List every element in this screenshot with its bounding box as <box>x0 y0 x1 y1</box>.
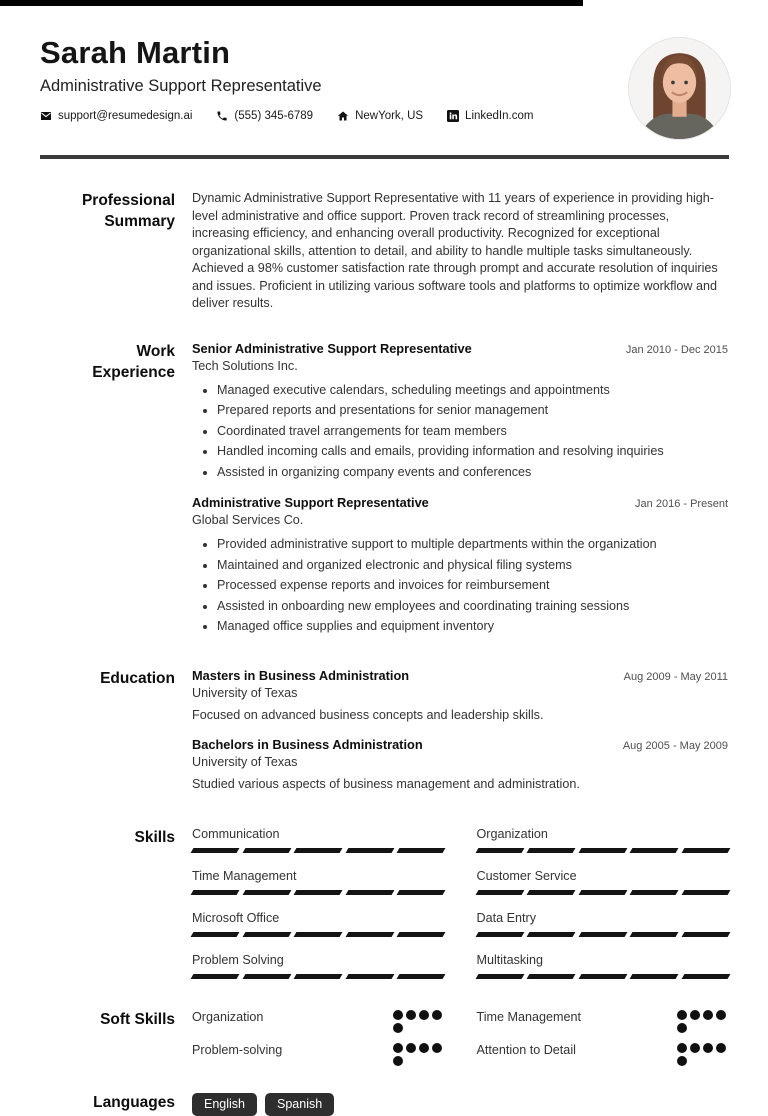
skill-bar-segment <box>397 974 445 979</box>
rating-dot <box>690 1010 700 1020</box>
skills-section-label: Skills <box>134 828 175 846</box>
job-bullet: • Prepared reports and presentations for senior management <box>217 400 728 421</box>
job-bullet: • Managed executive calendars, scheduling meetings and appointments <box>217 380 728 401</box>
job-bullet: • Coordinated travel arrangements for team members <box>217 421 728 442</box>
soft-skills-grid <box>192 1009 728 1066</box>
soft-skill-item <box>192 1042 444 1066</box>
skill-bar-segment <box>578 848 626 853</box>
skill-bar-segment <box>630 890 678 895</box>
job-entry-head <box>192 341 728 356</box>
skill-level-bar <box>192 932 444 937</box>
rating-dot <box>716 1010 726 1020</box>
rating-dot <box>393 1056 403 1066</box>
language-badges <box>192 1093 728 1116</box>
degree-school: University of Texas <box>192 754 298 769</box>
experience-section-label: Work Experience <box>92 342 175 381</box>
soft-skill-item <box>477 1009 729 1033</box>
degree-title: Bachelors in Business Administration <box>192 736 423 752</box>
skill-bar-segment <box>681 974 729 979</box>
rating-dot <box>432 1010 442 1020</box>
degree-description: Studied various aspects of business management and administration. <box>192 776 580 791</box>
skill-item <box>192 827 444 853</box>
skill-bar-segment <box>345 890 393 895</box>
candidate-name: Sarah Martin <box>40 35 231 70</box>
skills-grid <box>192 827 728 979</box>
degree-school: University of Texas <box>192 685 298 700</box>
language-badge: Spanish <box>265 1093 334 1116</box>
skill-bar-segment <box>294 890 342 895</box>
section-professional-summary <box>40 190 728 313</box>
contact-phone <box>216 110 313 122</box>
soft-skill-name: Problem-solving <box>192 1042 283 1057</box>
job-bullet: • Processed expense reports and invoices for reimbursement <box>217 575 728 596</box>
soft-skill-name: Organization <box>192 1009 264 1024</box>
rating-dot <box>393 1010 403 1020</box>
skill-bar-segment <box>527 890 575 895</box>
rating-dot <box>677 1056 687 1066</box>
skill-bar-segment <box>191 932 239 937</box>
skill-item <box>192 953 444 979</box>
rating-dot <box>716 1043 726 1053</box>
skill-bar-segment <box>475 890 523 895</box>
skill-bar-segment <box>345 932 393 937</box>
skill-bar-segment <box>527 974 575 979</box>
soft-skill-rating <box>393 1043 444 1066</box>
soft-skill-rating <box>393 1010 444 1033</box>
education-entry-head <box>192 668 728 683</box>
skill-level-bar <box>192 974 444 979</box>
job-bullet: • Maintained and organized electronic and physical filing systems <box>217 555 728 576</box>
section-soft-skills <box>40 1009 728 1066</box>
skill-level-bar <box>192 848 444 853</box>
summary-text: Dynamic Administrative Support Representative with 11 years of experience in providing high-level administrative and office support. Proven track record of streamlining processes, increasing efficiency, and enhancing overall productivity. Recognized for exceptional organizational skills, attention to detail, and ability to handle multiple tasks simultaneously. Achieved a 98% customer satisfaction rate through prompt and accurate resolution of inquiries and issues. Proficient in utilizing various software tools and platforms to optimize workflow and deliver results. <box>192 191 718 310</box>
job-bullet: • Handled incoming calls and emails, providing information and resolving inquiries <box>217 441 728 462</box>
rating-dot <box>703 1010 713 1020</box>
degree-description: Focused on advanced business concepts and leadership skills. <box>192 707 544 722</box>
resume-content <box>0 159 768 1116</box>
job-entry-head <box>192 495 728 510</box>
linkedin-icon <box>447 110 459 122</box>
job-bullet-list <box>192 534 728 637</box>
summary-body <box>192 190 728 313</box>
job-bullet: • Managed office supplies and equipment inventory <box>217 616 728 637</box>
job-bullet: • Assisted in onboarding new employees and coordinating training sessions <box>217 596 728 617</box>
skill-name: Problem Solving <box>192 952 284 967</box>
skill-bar-segment <box>397 848 445 853</box>
skill-bar-segment <box>242 974 290 979</box>
skill-item <box>477 953 729 979</box>
skill-level-bar <box>192 890 444 895</box>
skill-level-bar <box>477 932 729 937</box>
skill-name: Microsoft Office <box>192 910 280 925</box>
soft-skill-item <box>192 1009 444 1033</box>
skill-bar-segment <box>397 932 445 937</box>
education-body <box>192 668 728 791</box>
job-company: Tech Solutions Inc. <box>192 358 298 373</box>
rating-dot <box>406 1010 416 1020</box>
skill-name: Customer Service <box>476 868 577 883</box>
contact-location-text: NewYork, US <box>355 110 424 123</box>
top-accent-bar <box>0 0 583 6</box>
profile-photo <box>628 37 731 140</box>
skill-bar-segment <box>475 974 523 979</box>
candidate-job-title: Administrative Support Representative <box>40 77 322 96</box>
skill-bar-segment <box>294 848 342 853</box>
rating-dot <box>677 1010 687 1020</box>
contact-linkedin-text: LinkedIn.com <box>465 110 534 123</box>
rating-dot <box>419 1043 429 1053</box>
skill-bar-segment <box>578 932 626 937</box>
skill-bar-segment <box>630 932 678 937</box>
skill-bar-segment <box>681 848 729 853</box>
contact-location <box>337 110 423 122</box>
language-badge: English <box>192 1093 257 1116</box>
phone-icon <box>216 110 228 122</box>
contact-row <box>40 110 533 122</box>
skill-bar-segment <box>242 848 290 853</box>
soft-skills-section-label: Soft Skills <box>100 1010 175 1028</box>
rating-dot <box>406 1043 416 1053</box>
job-dates: Jan 2016 - Present <box>635 498 728 510</box>
soft-skill-rating <box>677 1043 728 1066</box>
rating-dot <box>677 1023 687 1033</box>
skill-item <box>477 827 729 853</box>
education-section-label: Education <box>100 669 175 687</box>
job-title: Administrative Support Representative <box>192 495 429 510</box>
degree-title: Masters in Business Administration <box>192 667 410 683</box>
contact-phone-text: (555) 345-6789 <box>234 110 314 123</box>
skill-level-bar <box>477 848 729 853</box>
skill-item <box>192 911 444 937</box>
skill-name: Data Entry <box>476 910 536 925</box>
section-work-experience <box>40 341 728 637</box>
skill-bar-segment <box>630 974 678 979</box>
rating-dot <box>677 1043 687 1053</box>
skill-bar-segment <box>294 974 342 979</box>
home-icon <box>337 110 349 122</box>
skill-name: Multitasking <box>476 952 543 967</box>
skill-bar-segment <box>242 890 290 895</box>
education-entry-head <box>192 737 728 752</box>
job-bullet: • Assisted in organizing company events and conferences <box>217 462 728 483</box>
section-education <box>40 668 728 791</box>
skill-bar-segment <box>475 932 523 937</box>
job-title: Senior Administrative Support Representative <box>192 340 472 356</box>
section-skills <box>40 827 728 979</box>
skill-bar-segment <box>527 932 575 937</box>
job-bullet: • Provided administrative support to multiple departments within the organization <box>217 534 728 555</box>
rating-dot <box>419 1010 429 1020</box>
degree-dates: Aug 2009 - May 2011 <box>623 670 728 683</box>
header-text <box>40 36 533 122</box>
rating-dot <box>432 1043 442 1053</box>
job-bullet-list <box>192 380 728 483</box>
job-company: Global Services Co. <box>192 513 304 527</box>
skill-name: Time Management <box>192 868 297 883</box>
rating-dot <box>703 1043 713 1053</box>
skill-bar-segment <box>345 974 393 979</box>
education-entry <box>192 668 728 722</box>
skill-level-bar <box>477 890 729 895</box>
skill-bar-segment <box>681 890 729 895</box>
skill-bar-segment <box>578 974 626 979</box>
skill-bar-segment <box>242 932 290 937</box>
resume-header <box>0 0 768 140</box>
skill-bar-segment <box>681 932 729 937</box>
email-icon <box>40 110 52 122</box>
skill-bar-segment <box>191 974 239 979</box>
skill-item <box>192 869 444 895</box>
skill-bar-segment <box>527 848 575 853</box>
languages-section-label: Languages <box>93 1093 175 1111</box>
summary-section-label: Professional Summary <box>81 192 175 231</box>
skill-bar-segment <box>475 848 523 853</box>
contact-email-text: support@resumedesign.ai <box>58 110 193 123</box>
skill-bar-segment <box>191 890 239 895</box>
skill-item <box>477 911 729 937</box>
skill-name: Communication <box>192 826 280 841</box>
skill-bar-segment <box>578 890 626 895</box>
skill-bar-segment <box>345 848 393 853</box>
skill-bar-segment <box>191 848 239 853</box>
education-entry <box>192 737 728 791</box>
rating-dot <box>393 1043 403 1053</box>
section-languages <box>40 1092 728 1116</box>
skill-bar-segment <box>630 848 678 853</box>
soft-skill-name: Time Management <box>476 1009 582 1024</box>
soft-skill-rating <box>677 1010 728 1033</box>
skill-item <box>477 869 729 895</box>
experience-body <box>192 341 728 637</box>
soft-skill-item <box>477 1042 729 1066</box>
rating-dot <box>690 1043 700 1053</box>
skill-level-bar <box>477 974 729 979</box>
rating-dot <box>393 1023 403 1033</box>
contact-email <box>40 110 192 122</box>
skill-name: Organization <box>476 826 548 841</box>
skill-bar-segment <box>397 890 445 895</box>
contact-linkedin <box>447 110 533 122</box>
job-dates: Jan 2010 - Dec 2015 <box>625 343 728 356</box>
job-entry <box>192 341 728 483</box>
job-entry <box>192 495 728 637</box>
degree-dates: Aug 2005 - May 2009 <box>622 739 728 752</box>
skill-bar-segment <box>294 932 342 937</box>
soft-skill-name: Attention to Detail <box>476 1042 576 1057</box>
